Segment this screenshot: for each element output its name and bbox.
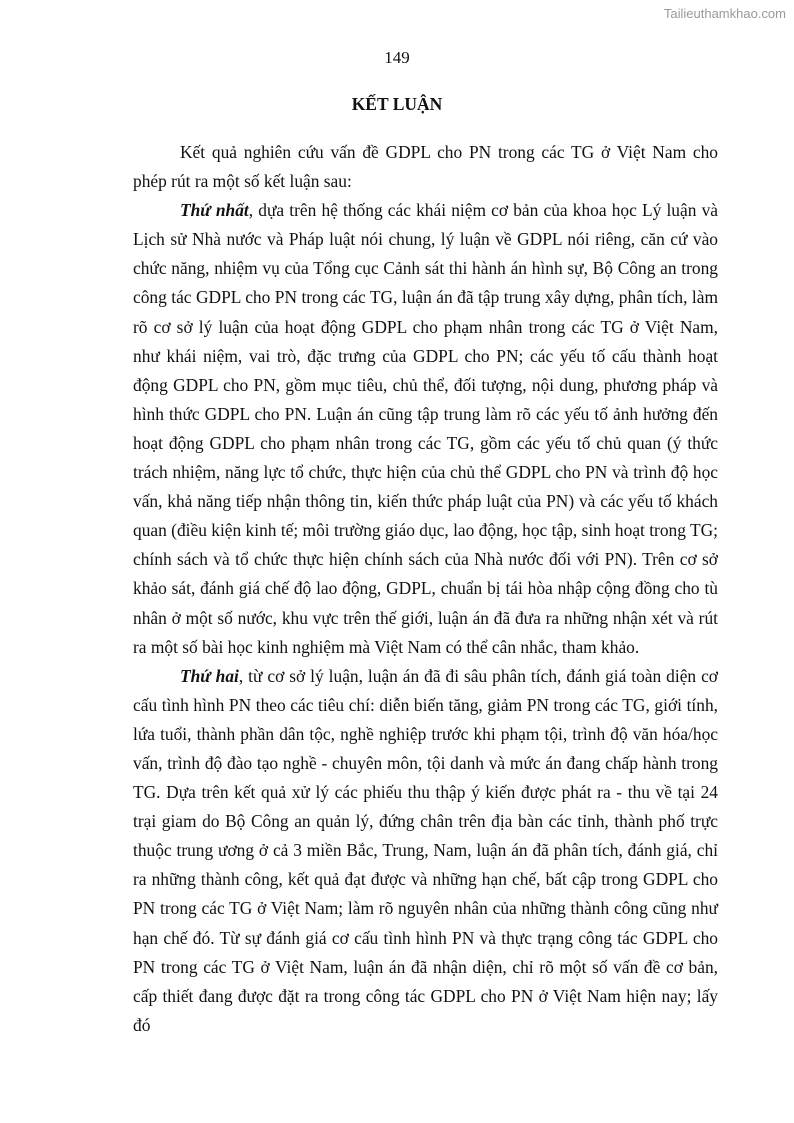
paragraph-second [133, 662, 718, 1040]
paragraph-text: Kết quả nghiên cứu vấn đề GDPL cho PN trong các TG ở Việt Nam cho phép rút ra một số kết luận sau: [133, 142, 718, 192]
paragraph-first [133, 196, 718, 662]
page-number: 149 [384, 48, 410, 67]
page-title: KẾT LUẬN [351, 94, 443, 114]
paragraph-text: , dựa trên hệ thống các khái niệm cơ bản của khoa học Lý luận và Lịch sử Nhà nước và Pháp luật nói chung, lý luận về GDPL nói riêng, căn cứ vào chức năng, nhiệm vụ của Tổng cục Cảnh sát thi hành án hình sự, Bộ Công an trong công tác GDPL cho PN trong các TG, luận án đã tập trung xây dựng, phân tích, làm rõ cơ sở lý luận của hoạt động GDPL cho phạm nhân trong các TG ở Việt Nam, như khái niệm, vai trò, đặc trưng của GDPL cho PN; các yếu tố cấu thành hoạt động GDPL cho PN, gồm mục tiêu, chủ thể, đối tượng, nội dung, phương pháp và hình thức GDPL cho PN. Luận án cũng tập trung làm rõ các yếu tố ảnh hưởng đến hoạt động GDPL cho phạm nhân trong các TG, gồm các yếu tố chủ quan (ý thức trách nhiệm, năng lực tổ chức, thực hiện của chủ thể GDPL cho PN và trình độ học vấn, khả năng tiếp nhận thông tin, kiến thức pháp luật của PN) và các yếu tố khách quan (điều kiện kinh tế; môi trường giáo dục, lao động, học tập, sinh hoạt trong TG; chính sách và tổ chức thực hiện chính sách của Nhà nước đối với PN). Trên cơ sở khảo sát, đánh giá chế độ lao động, GDPL, chuẩn bị tái hòa nhập cộng đồng cho tù nhân ở một số nước, khu vực trên thế giới, luận án đã đưa ra những nhận xét và rút ra một số bài học kinh nghiệm mà Việt Nam có thể cân nhắc, tham khảo. [133, 200, 718, 657]
watermark: Tailieuthamkhao.com [663, 6, 786, 21]
document-body [133, 138, 718, 1040]
paragraph-lead: Thứ hai [180, 665, 239, 686]
paragraph-lead: Thứ nhất [180, 200, 249, 221]
paragraph-text: , từ cơ sở lý luận, luận án đã đi sâu phân tích, đánh giá toàn diện cơ cấu tình hình PN theo các tiêu chí: diễn biến tăng, giảm PN trong các TG, giới tính, lứa tuổi, thành phần dân tộc, nghề nghiệp trước khi phạm tội, trình độ văn hóa/học vấn, trình độ đào tạo nghề - chuyên môn, tội danh và mức án đang chấp hành trong TG. Dựa trên kết quả xử lý các phiếu thu thập ý kiến được phát ra - thu về tại 24 trại giam do Bộ Công an quản lý, đứng chân trên địa bàn các tỉnh, thành phố trực thuộc trung ương ở cả 3 miền Bắc, Trung, Nam, luận án đã phân tích, đánh giá, chỉ ra những thành công, kết quả đạt được và những hạn chế, bất cập trong GDPL cho PN trong các TG ở Việt Nam; làm rõ nguyên nhân của những thành công cũng như hạn chế đó. Từ sự đánh giá cơ cấu tình hình PN và thực trạng công tác GDPL cho PN trong các TG ở Việt Nam, luận án đã nhận diện, chỉ rõ một số vấn đề cơ bản, cấp thiết đang được đặt ra trong công tác GDPL cho PN ở Việt Nam hiện nay; lấy đó [133, 665, 718, 1035]
paragraph-intro [133, 138, 718, 196]
